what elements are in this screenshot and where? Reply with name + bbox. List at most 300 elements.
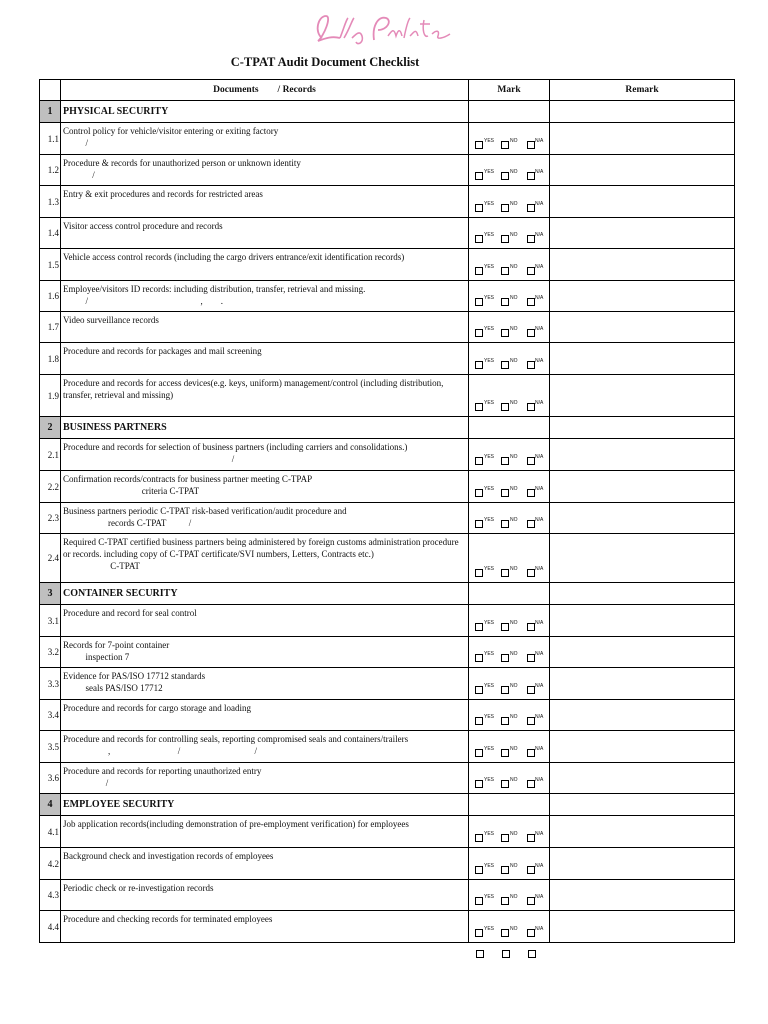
item-document-cell — [61, 155, 469, 186]
section-mark-cell — [469, 101, 550, 123]
mark-checkbox-no[interactable] — [501, 686, 509, 694]
item-number: 4.4 — [40, 911, 61, 943]
mark-checkbox-na[interactable] — [527, 866, 535, 874]
mark-checkbox-yes[interactable] — [475, 897, 483, 905]
mark-checkbox-na[interactable] — [527, 361, 535, 369]
item-remark-cell[interactable] — [550, 375, 735, 417]
item-number: 3.6 — [40, 763, 61, 794]
mark-label-yes: YES — [484, 620, 495, 626]
item-document-cell — [61, 123, 469, 155]
mark-label-no: NO — [510, 454, 518, 460]
mark-checkbox-yes[interactable] — [475, 489, 483, 497]
item-number: 4.1 — [40, 816, 61, 848]
mark-checkbox-yes[interactable] — [475, 834, 483, 842]
item-number: 1.3 — [40, 186, 61, 218]
mark-options — [475, 517, 549, 529]
mark-options — [475, 831, 549, 843]
item-number: 1.2 — [40, 155, 61, 186]
mark-checkbox-no[interactable] — [501, 623, 509, 631]
mark-checkbox-no[interactable] — [501, 866, 509, 874]
mark-checkbox-yes[interactable] — [475, 654, 483, 662]
mark-label-yes: YES — [484, 358, 495, 364]
mark-label-yes: YES — [484, 714, 495, 720]
item-document-cell — [61, 637, 469, 668]
mark-label-yes: YES — [484, 831, 495, 837]
checklist-item-row — [40, 668, 735, 700]
item-number: 3.5 — [40, 731, 61, 763]
mark-label-na: N/A — [535, 714, 544, 720]
lilly-pulitzer-logo — [300, 8, 460, 48]
mark-checkbox-yes[interactable] — [475, 457, 483, 465]
item-remark-cell[interactable] — [550, 343, 735, 375]
mark-label-na: N/A — [535, 169, 544, 175]
item-remark-cell[interactable] — [550, 249, 735, 281]
mark-checkbox-yes[interactable] — [475, 298, 483, 306]
mark-checkbox-yes[interactable] — [475, 717, 483, 725]
item-remark-cell[interactable] — [550, 763, 735, 794]
mark-label-yes: YES — [484, 926, 495, 932]
mark-checkbox-na[interactable] — [527, 172, 535, 180]
item-document-cell — [61, 281, 469, 312]
item-mark-cell — [469, 700, 550, 731]
item-remark-cell[interactable] — [550, 155, 735, 186]
mark-label-no: NO — [510, 746, 518, 752]
mark-label-no: NO — [510, 232, 518, 238]
item-mark-cell — [469, 343, 550, 375]
mark-checkbox-na[interactable] — [527, 235, 535, 243]
item-mark-cell — [469, 471, 550, 503]
mark-checkbox-na[interactable] — [527, 780, 535, 788]
mark-label-no: NO — [510, 295, 518, 301]
mark-label-na: N/A — [535, 326, 544, 332]
mark-options — [475, 714, 549, 726]
mark-label-na: N/A — [535, 232, 544, 238]
checklist-item-row — [40, 281, 735, 312]
mark-checkbox-no[interactable] — [501, 361, 509, 369]
mark-label-no: NO — [510, 400, 518, 406]
mark-checkbox-na[interactable] — [527, 623, 535, 631]
mark-label-yes: YES — [484, 138, 495, 144]
mark-label-na: N/A — [535, 138, 544, 144]
section-number: 3 — [40, 583, 61, 605]
item-subtext: seals PAS/ISO 17712 — [63, 683, 163, 693]
item-description: Procedure and checking records for terminated employees — [63, 914, 273, 924]
mark-label-no: NO — [510, 894, 518, 900]
mark-options — [475, 651, 549, 663]
section-title: EMPLOYEE SECURITY — [61, 794, 469, 816]
checklist-item-row — [40, 534, 735, 583]
mark-checkbox-yes[interactable] — [475, 866, 483, 874]
checklist-item-row — [40, 848, 735, 880]
item-number: 3.1 — [40, 605, 61, 637]
item-number: 1.7 — [40, 312, 61, 343]
section-title: BUSINESS PARTNERS — [61, 417, 469, 439]
mark-checkbox-na[interactable] — [527, 489, 535, 497]
item-number: 2.4 — [40, 534, 61, 583]
mark-checkbox-no[interactable] — [501, 717, 509, 725]
item-remark-cell[interactable] — [550, 281, 735, 312]
checklist-item-row — [40, 312, 735, 343]
item-mark-cell — [469, 763, 550, 794]
section-row — [40, 583, 735, 605]
mark-label-yes: YES — [484, 400, 495, 406]
mark-checkbox-yes[interactable] — [475, 403, 483, 411]
mark-label-no: NO — [510, 264, 518, 270]
mark-checkbox-no[interactable] — [501, 780, 509, 788]
item-subtext: C-TPAT — [63, 561, 140, 571]
section-mark-cell — [469, 794, 550, 816]
item-document-cell — [61, 534, 469, 583]
mark-label-no: NO — [510, 926, 518, 932]
item-mark-cell — [469, 731, 550, 763]
mark-label-na: N/A — [535, 486, 544, 492]
mark-label-na: N/A — [535, 400, 544, 406]
item-description: Records for 7-point container — [63, 640, 170, 650]
item-remark-cell[interactable] — [550, 637, 735, 668]
mark-checkbox-yes[interactable] — [475, 686, 483, 694]
mark-checkbox-na[interactable] — [527, 569, 535, 577]
checklist-item-row — [40, 186, 735, 218]
mark-label-yes: YES — [484, 454, 495, 460]
item-remark-cell[interactable] — [550, 503, 735, 534]
item-mark-cell — [469, 911, 550, 943]
item-document-cell — [61, 439, 469, 471]
checklist-item-row — [40, 123, 735, 155]
item-document-cell — [61, 700, 469, 731]
section-remark-cell — [550, 583, 735, 605]
checklist-item-row — [40, 503, 735, 534]
item-mark-cell — [469, 439, 550, 471]
item-document-cell — [61, 312, 469, 343]
item-number: 1.5 — [40, 249, 61, 281]
checklist-item-row — [40, 343, 735, 375]
item-remark-cell[interactable] — [550, 880, 735, 911]
mark-label-no: NO — [510, 777, 518, 783]
item-description: Required C-TPAT certified business partners being administered by foreign customs administration procedure or records. including copy of C-TPAT certificate/SVI numbers, Letters, Contracts etc.) — [63, 537, 459, 559]
item-description: Vehicle access control records (including the cargo drivers entrance/exit identification records) — [63, 252, 405, 262]
item-remark-cell[interactable] — [550, 534, 735, 583]
item-number: 2.3 — [40, 503, 61, 534]
mark-checkbox-yes[interactable] — [475, 569, 483, 577]
item-description: Background check and investigation records of employees — [63, 851, 274, 861]
mark-header: Mark — [469, 80, 550, 101]
mark-label-no: NO — [510, 358, 518, 364]
item-remark-cell[interactable] — [550, 731, 735, 763]
item-document-cell — [61, 343, 469, 375]
mark-label-na: N/A — [535, 454, 544, 460]
item-document-cell — [61, 911, 469, 943]
item-mark-cell — [469, 880, 550, 911]
item-remark-cell[interactable] — [550, 123, 735, 155]
item-description: Procedure and records for controlling seals, reporting compromised seals and containers/trailers — [63, 734, 409, 744]
stray-checkbox[interactable] — [476, 950, 484, 958]
mark-checkbox-no[interactable] — [501, 172, 509, 180]
item-number: 4.3 — [40, 880, 61, 911]
item-document-cell — [61, 668, 469, 700]
mark-options — [475, 894, 549, 906]
item-document-cell — [61, 848, 469, 880]
mark-checkbox-no[interactable] — [501, 457, 509, 465]
item-mark-cell — [469, 848, 550, 880]
item-document-cell — [61, 186, 469, 218]
mark-checkbox-no[interactable] — [501, 654, 509, 662]
mark-checkbox-na[interactable] — [527, 749, 535, 757]
item-document-cell — [61, 218, 469, 249]
mark-label-no: NO — [510, 863, 518, 869]
item-description: Video surveillance records — [63, 315, 159, 325]
mark-checkbox-na[interactable] — [527, 834, 535, 842]
mark-checkbox-na[interactable] — [527, 929, 535, 937]
item-number: 1.8 — [40, 343, 61, 375]
mark-options — [475, 201, 549, 213]
item-subtext: / — [63, 170, 95, 180]
item-remark-cell[interactable] — [550, 668, 735, 700]
checklist-item-row — [40, 763, 735, 794]
item-number: 3.2 — [40, 637, 61, 668]
mark-label-no: NO — [510, 714, 518, 720]
mark-checkbox-na[interactable] — [527, 141, 535, 149]
mark-label-na: N/A — [535, 683, 544, 689]
mark-checkbox-na[interactable] — [527, 298, 535, 306]
mark-checkbox-na[interactable] — [527, 329, 535, 337]
item-description: Employee/visitors ID records: including distribution, transfer, retrieval and missing. — [63, 284, 366, 294]
mark-label-yes: YES — [484, 777, 495, 783]
mark-label-na: N/A — [535, 831, 544, 837]
mark-label-na: N/A — [535, 358, 544, 364]
item-document-cell — [61, 816, 469, 848]
mark-checkbox-na[interactable] — [527, 654, 535, 662]
mark-options — [475, 566, 549, 578]
mark-checkbox-no[interactable] — [501, 520, 509, 528]
mark-checkbox-na[interactable] — [527, 686, 535, 694]
item-mark-cell — [469, 312, 550, 343]
mark-options — [475, 777, 549, 789]
mark-label-yes: YES — [484, 517, 495, 523]
mark-label-na: N/A — [535, 777, 544, 783]
mark-checkbox-na[interactable] — [527, 897, 535, 905]
section-number: 4 — [40, 794, 61, 816]
mark-label-no: NO — [510, 620, 518, 626]
item-mark-cell — [469, 668, 550, 700]
item-document-cell — [61, 503, 469, 534]
item-mark-cell — [469, 605, 550, 637]
item-number: 1.9 — [40, 375, 61, 417]
section-title: CONTAINER SECURITY — [61, 583, 469, 605]
mark-checkbox-na[interactable] — [527, 267, 535, 275]
mark-options — [475, 169, 549, 181]
item-remark-cell[interactable] — [550, 312, 735, 343]
item-remark-cell[interactable] — [550, 816, 735, 848]
mark-checkbox-na[interactable] — [527, 204, 535, 212]
item-remark-cell[interactable] — [550, 848, 735, 880]
item-remark-cell[interactable] — [550, 186, 735, 218]
mark-label-na: N/A — [535, 746, 544, 752]
item-description: Procedure and record for seal control — [63, 608, 197, 618]
item-mark-cell — [469, 534, 550, 583]
item-mark-cell — [469, 816, 550, 848]
checklist-item-row — [40, 637, 735, 668]
item-mark-cell — [469, 186, 550, 218]
number-header — [40, 80, 61, 101]
mark-checkbox-na[interactable] — [527, 457, 535, 465]
mark-checkbox-no[interactable] — [501, 749, 509, 757]
item-remark-cell[interactable] — [550, 911, 735, 943]
item-description: Procedure and records for cargo storage and loading — [63, 703, 252, 713]
item-document-cell — [61, 605, 469, 637]
item-description: Procedure and records for reporting unauthorized entry — [63, 766, 262, 776]
mark-checkbox-no[interactable] — [501, 834, 509, 842]
mark-label-no: NO — [510, 566, 518, 572]
item-document-cell — [61, 471, 469, 503]
mark-label-yes: YES — [484, 326, 495, 332]
mark-checkbox-yes[interactable] — [475, 267, 483, 275]
stray-checkbox[interactable] — [528, 950, 536, 958]
item-description: Job application records(including demonstration of pre-employment verification) for employees — [63, 819, 409, 829]
mark-label-no: NO — [510, 831, 518, 837]
item-number: 1.6 — [40, 281, 61, 312]
mark-checkbox-yes[interactable] — [475, 929, 483, 937]
item-description: Business partners periodic C-TPAT risk-based verification/audit procedure and — [63, 506, 347, 516]
section-row — [40, 101, 735, 123]
item-description: Procedure & records for unauthorized person or unknown identity — [63, 158, 301, 168]
section-remark-cell — [550, 101, 735, 123]
audit-checklist-table — [39, 79, 735, 943]
checklist-item-row — [40, 155, 735, 186]
mark-checkbox-no[interactable] — [501, 141, 509, 149]
mark-checkbox-yes[interactable] — [475, 204, 483, 212]
item-mark-cell — [469, 637, 550, 668]
mark-checkbox-no[interactable] — [501, 569, 509, 577]
checklist-item-row — [40, 911, 735, 943]
item-mark-cell — [469, 375, 550, 417]
mark-checkbox-yes[interactable] — [475, 235, 483, 243]
mark-label-no: NO — [510, 138, 518, 144]
section-mark-cell — [469, 583, 550, 605]
item-remark-cell[interactable] — [550, 700, 735, 731]
mark-checkbox-na[interactable] — [527, 717, 535, 725]
mark-checkbox-na[interactable] — [527, 520, 535, 528]
mark-checkbox-yes[interactable] — [475, 172, 483, 180]
mark-label-yes: YES — [484, 264, 495, 270]
mark-checkbox-yes[interactable] — [475, 329, 483, 337]
item-number: 3.3 — [40, 668, 61, 700]
item-number: 2.2 — [40, 471, 61, 503]
section-number: 1 — [40, 101, 61, 123]
mark-label-na: N/A — [535, 201, 544, 207]
mark-checkbox-no[interactable] — [501, 403, 509, 411]
item-subtext: / — [63, 454, 235, 464]
mark-label-yes: YES — [484, 566, 495, 572]
mark-checkbox-no[interactable] — [501, 897, 509, 905]
mark-options — [475, 264, 549, 276]
item-mark-cell — [469, 503, 550, 534]
item-remark-cell[interactable] — [550, 471, 735, 503]
item-subtext: criteria C-TPAT — [63, 486, 200, 496]
mark-checkbox-no[interactable] — [501, 329, 509, 337]
item-mark-cell — [469, 155, 550, 186]
mark-options — [475, 138, 549, 150]
mark-checkbox-yes[interactable] — [475, 749, 483, 757]
mark-options — [475, 486, 549, 498]
mark-options — [475, 863, 549, 875]
item-number: 1.1 — [40, 123, 61, 155]
mark-label-no: NO — [510, 201, 518, 207]
checklist-item-row — [40, 731, 735, 763]
mark-checkbox-no[interactable] — [501, 489, 509, 497]
item-subtext: , / / — [63, 746, 258, 756]
mark-checkbox-na[interactable] — [527, 403, 535, 411]
mark-label-na: N/A — [535, 926, 544, 932]
mark-checkbox-no[interactable] — [501, 929, 509, 937]
item-document-cell — [61, 249, 469, 281]
mark-checkbox-yes[interactable] — [475, 520, 483, 528]
item-subtext: / — [63, 778, 109, 788]
item-document-cell — [61, 731, 469, 763]
item-subtext: records C-TPAT / — [63, 518, 192, 528]
item-description: Confirmation records/contracts for business partner meeting C-TPAP — [63, 474, 313, 484]
mark-checkbox-yes[interactable] — [475, 623, 483, 631]
item-description: Procedure and records for access devices(e.g. keys, uniform) management/control (including distribution, transfer, retrieval and missing) — [63, 378, 444, 400]
checklist-item-row — [40, 439, 735, 471]
item-mark-cell — [469, 218, 550, 249]
item-number: 2.1 — [40, 439, 61, 471]
checklist-item-row — [40, 218, 735, 249]
mark-checkbox-yes[interactable] — [475, 141, 483, 149]
checklist-item-row — [40, 700, 735, 731]
item-mark-cell — [469, 281, 550, 312]
item-number: 1.4 — [40, 218, 61, 249]
item-subtext: inspection 7 — [63, 652, 130, 662]
section-remark-cell — [550, 794, 735, 816]
mark-label-na: N/A — [535, 295, 544, 301]
item-mark-cell — [469, 249, 550, 281]
item-remark-cell[interactable] — [550, 605, 735, 637]
checklist-item-row — [40, 880, 735, 911]
item-description: Evidence for PAS/ISO 17712 standards — [63, 671, 206, 681]
mark-label-yes: YES — [484, 746, 495, 752]
mark-options — [475, 620, 549, 632]
section-mark-cell — [469, 417, 550, 439]
documents-header: Documents / Records — [61, 80, 469, 101]
mark-label-no: NO — [510, 517, 518, 523]
stray-checkbox[interactable] — [502, 950, 510, 958]
checklist-item-row — [40, 249, 735, 281]
section-row — [40, 417, 735, 439]
table-header-row — [40, 80, 735, 101]
mark-options — [475, 454, 549, 466]
mark-label-na: N/A — [535, 894, 544, 900]
mark-label-no: NO — [510, 683, 518, 689]
mark-options — [475, 295, 549, 307]
item-description: Procedure and records for selection of business partners (including carriers and consolidations.) — [63, 442, 408, 452]
mark-checkbox-no[interactable] — [501, 204, 509, 212]
mark-checkbox-yes[interactable] — [475, 361, 483, 369]
mark-checkbox-no[interactable] — [501, 298, 509, 306]
mark-label-no: NO — [510, 169, 518, 175]
mark-checkbox-no[interactable] — [501, 267, 509, 275]
mark-checkbox-no[interactable] — [501, 235, 509, 243]
item-description: Control policy for vehicle/visitor entering or exiting factory — [63, 126, 279, 136]
item-remark-cell[interactable] — [550, 439, 735, 471]
mark-options — [475, 232, 549, 244]
mark-checkbox-yes[interactable] — [475, 780, 483, 788]
item-description: Entry & exit procedures and records for restricted areas — [63, 189, 263, 199]
item-remark-cell[interactable] — [550, 218, 735, 249]
document-title: C-TPAT Audit Document Checklist — [230, 55, 420, 69]
mark-label-yes: YES — [484, 651, 495, 657]
checklist-item-row — [40, 471, 735, 503]
section-row — [40, 794, 735, 816]
